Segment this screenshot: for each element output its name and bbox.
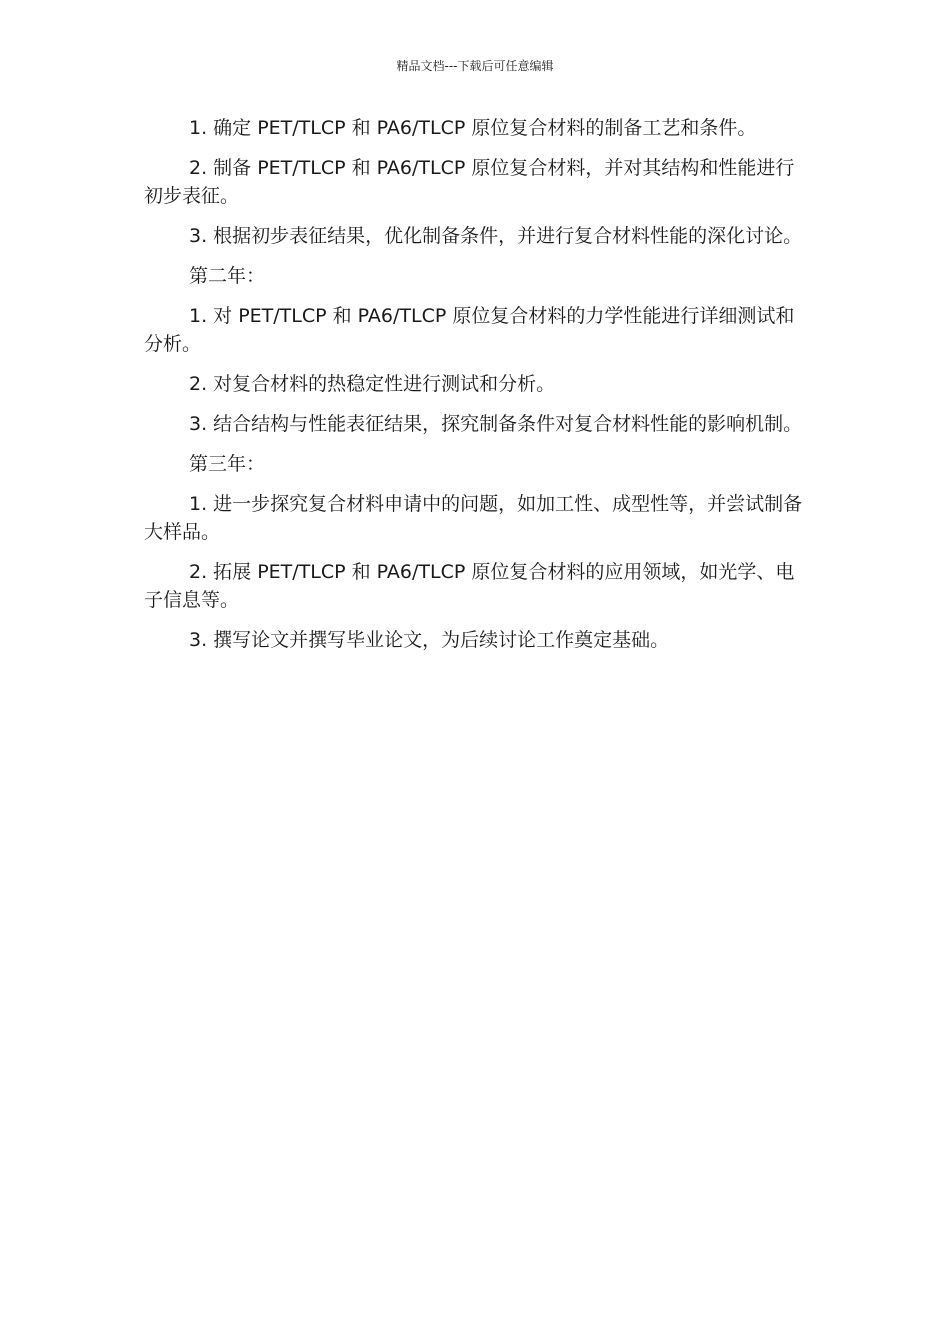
year1-item-3: 3. 根据初步表征结果，优化制备条件，并进行复合材料性能的深化讨论。 bbox=[189, 225, 803, 247]
year3-heading: 第三年： bbox=[189, 453, 266, 475]
year3-item-1: 1. 进一步探究复合材料申请中的问题，如加工性、成型性等，并尝试制备大样品。 bbox=[144, 493, 803, 543]
year3-item-2: 2. 拓展 PET/TLCP 和 PA6/TLCP 原位复合材料的应用领域，如光学、电子信息等。 bbox=[144, 561, 795, 611]
year2-item-3: 3. 结合结构与性能表征结果，探究制备条件对复合材料性能的影响机制。 bbox=[189, 413, 803, 435]
page-header: 精品文档---下载后可任意编辑 bbox=[396, 59, 554, 73]
year1-item-2: 2. 制备 PET/TLCP 和 PA6/TLCP 原位复合材料，并对其结构和性能进行初步表征。 bbox=[144, 157, 795, 207]
year2-item-2: 2. 对复合材料的热稳定性进行测试和分析。 bbox=[189, 373, 556, 395]
year1-item-1: 1. 确定 PET/TLCP 和 PA6/TLCP 原位复合材料的制备工艺和条件。 bbox=[189, 117, 757, 139]
document-body bbox=[144, 114, 810, 666]
year2-item-1: 1. 对 PET/TLCP 和 PA6/TLCP 原位复合材料的力学性能进行详细测试和分析。 bbox=[144, 305, 795, 355]
year2-heading: 第二年： bbox=[189, 265, 266, 287]
year3-item-3: 3. 撰写论文并撰写毕业论文，为后续讨论工作奠定基础。 bbox=[189, 629, 670, 651]
